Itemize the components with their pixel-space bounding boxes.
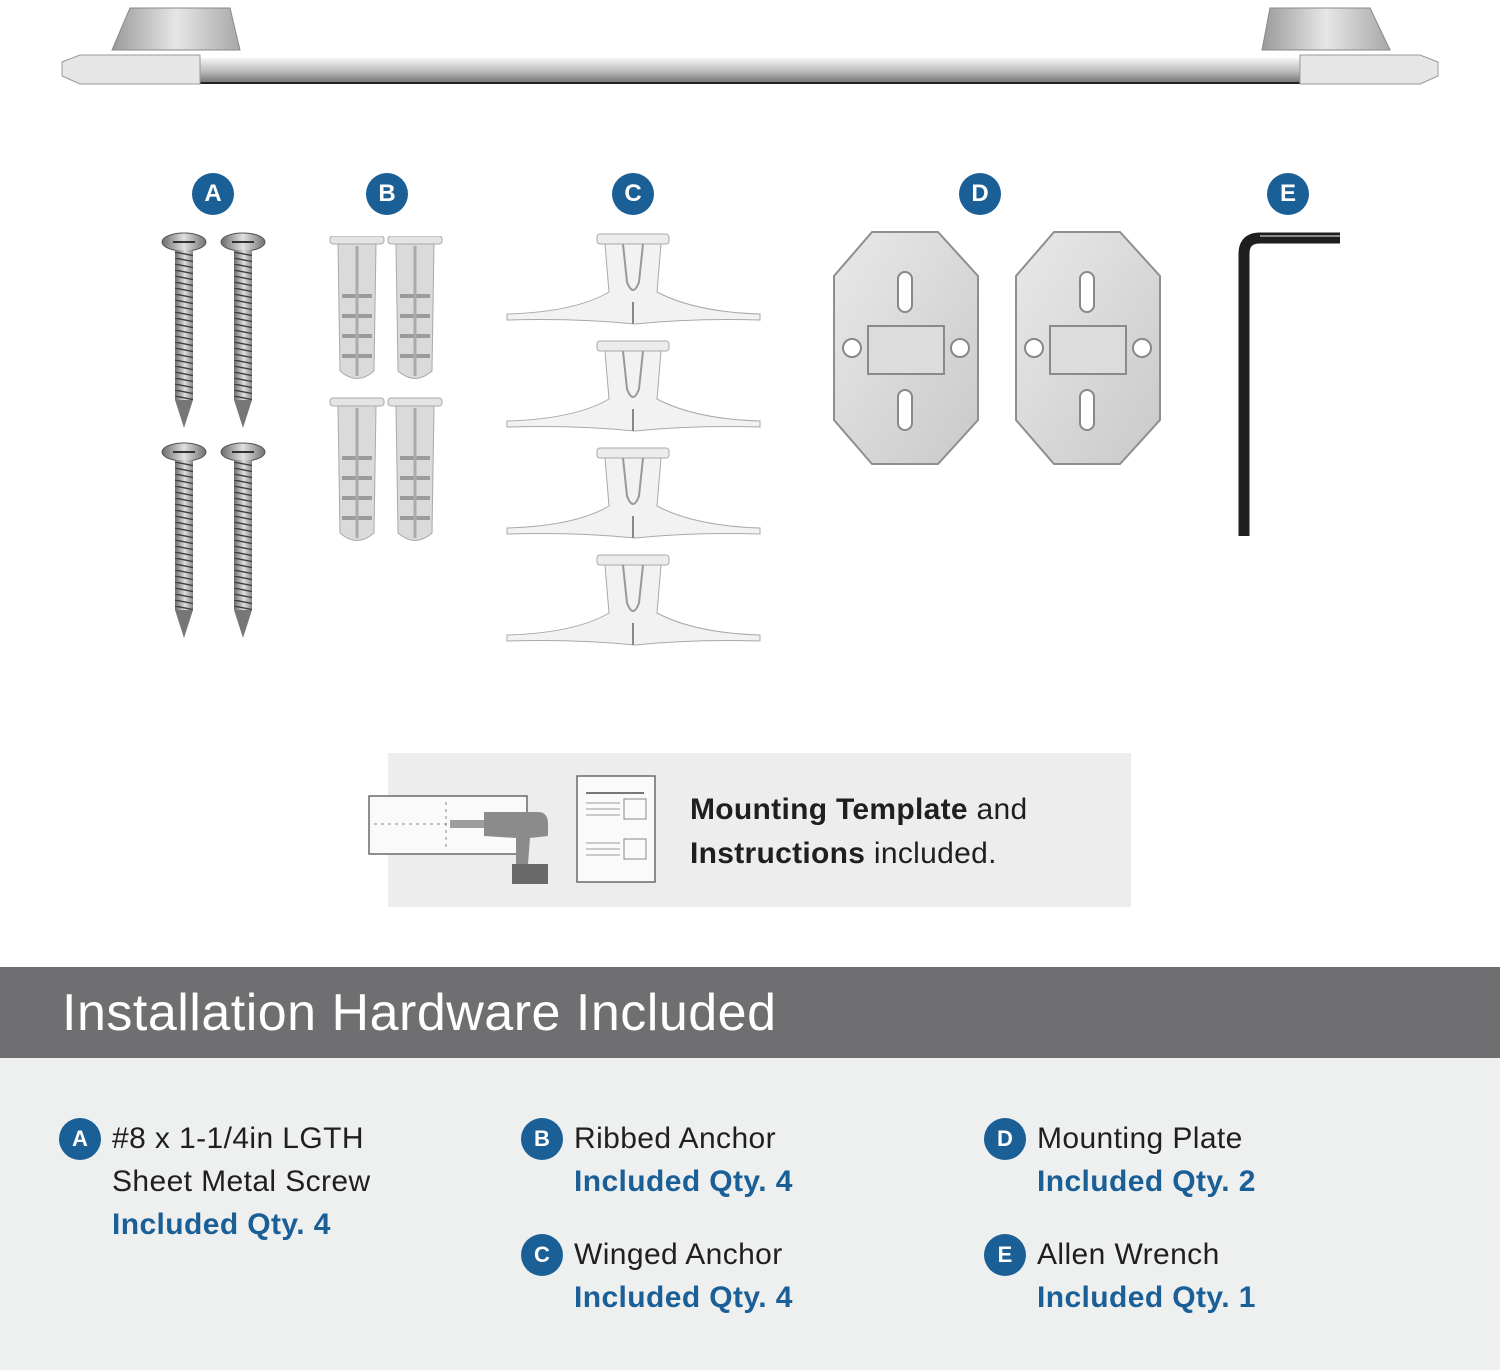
mounting-plates-illustration: [832, 230, 1167, 468]
item-a-qty: Included Qty. 4: [112, 1208, 331, 1241]
template-note-bold-1: Mounting Template: [690, 793, 968, 826]
allen-wrench-illustration: [1230, 228, 1348, 544]
template-note: [690, 788, 1027, 876]
instructions-document-icon: [576, 775, 658, 885]
template-note-bold-2: Instructions: [690, 837, 866, 870]
towel-bar-image: [0, 0, 1500, 100]
screws-illustration: [155, 228, 275, 643]
item-a-name-line-2: Sheet Metal Screw: [112, 1165, 371, 1198]
drill-template-icon: [368, 772, 558, 890]
item-e-badge: E: [984, 1234, 1026, 1276]
banner-title: Installation Hardware Included: [62, 984, 777, 1042]
item-b-badge: B: [521, 1118, 563, 1160]
badge-e: E: [1267, 173, 1309, 215]
template-note-rest-1: and: [967, 793, 1028, 826]
item-e-name: Allen Wrench: [1037, 1238, 1220, 1271]
ribbed-anchors-illustration: [328, 236, 448, 546]
item-c-name: Winged Anchor: [574, 1238, 783, 1271]
badge-b: B: [366, 173, 408, 215]
badge-d: D: [959, 173, 1001, 215]
item-a-name-line-1: #8 x 1-1/4in LGTH: [112, 1122, 364, 1155]
item-d-qty: Included Qty. 2: [1037, 1165, 1256, 1198]
item-c-badge: C: [521, 1234, 563, 1276]
item-c-qty: Included Qty. 4: [574, 1281, 793, 1314]
badge-a: A: [192, 173, 234, 215]
item-b: [574, 1117, 793, 1203]
winged-anchors-illustration: [505, 232, 765, 647]
item-b-name: Ribbed Anchor: [574, 1122, 777, 1155]
item-c: [574, 1233, 793, 1319]
item-e-qty: Included Qty. 1: [1037, 1281, 1256, 1314]
template-note-rest-2: included.: [865, 837, 997, 870]
badge-c: C: [612, 173, 654, 215]
item-b-qty: Included Qty. 4: [574, 1165, 793, 1198]
item-d-badge: D: [984, 1118, 1026, 1160]
item-e: [1037, 1233, 1256, 1319]
item-d-name: Mounting Plate: [1037, 1122, 1243, 1155]
item-a: [112, 1117, 371, 1246]
item-d: [1037, 1117, 1256, 1203]
item-a-badge: A: [59, 1118, 101, 1160]
